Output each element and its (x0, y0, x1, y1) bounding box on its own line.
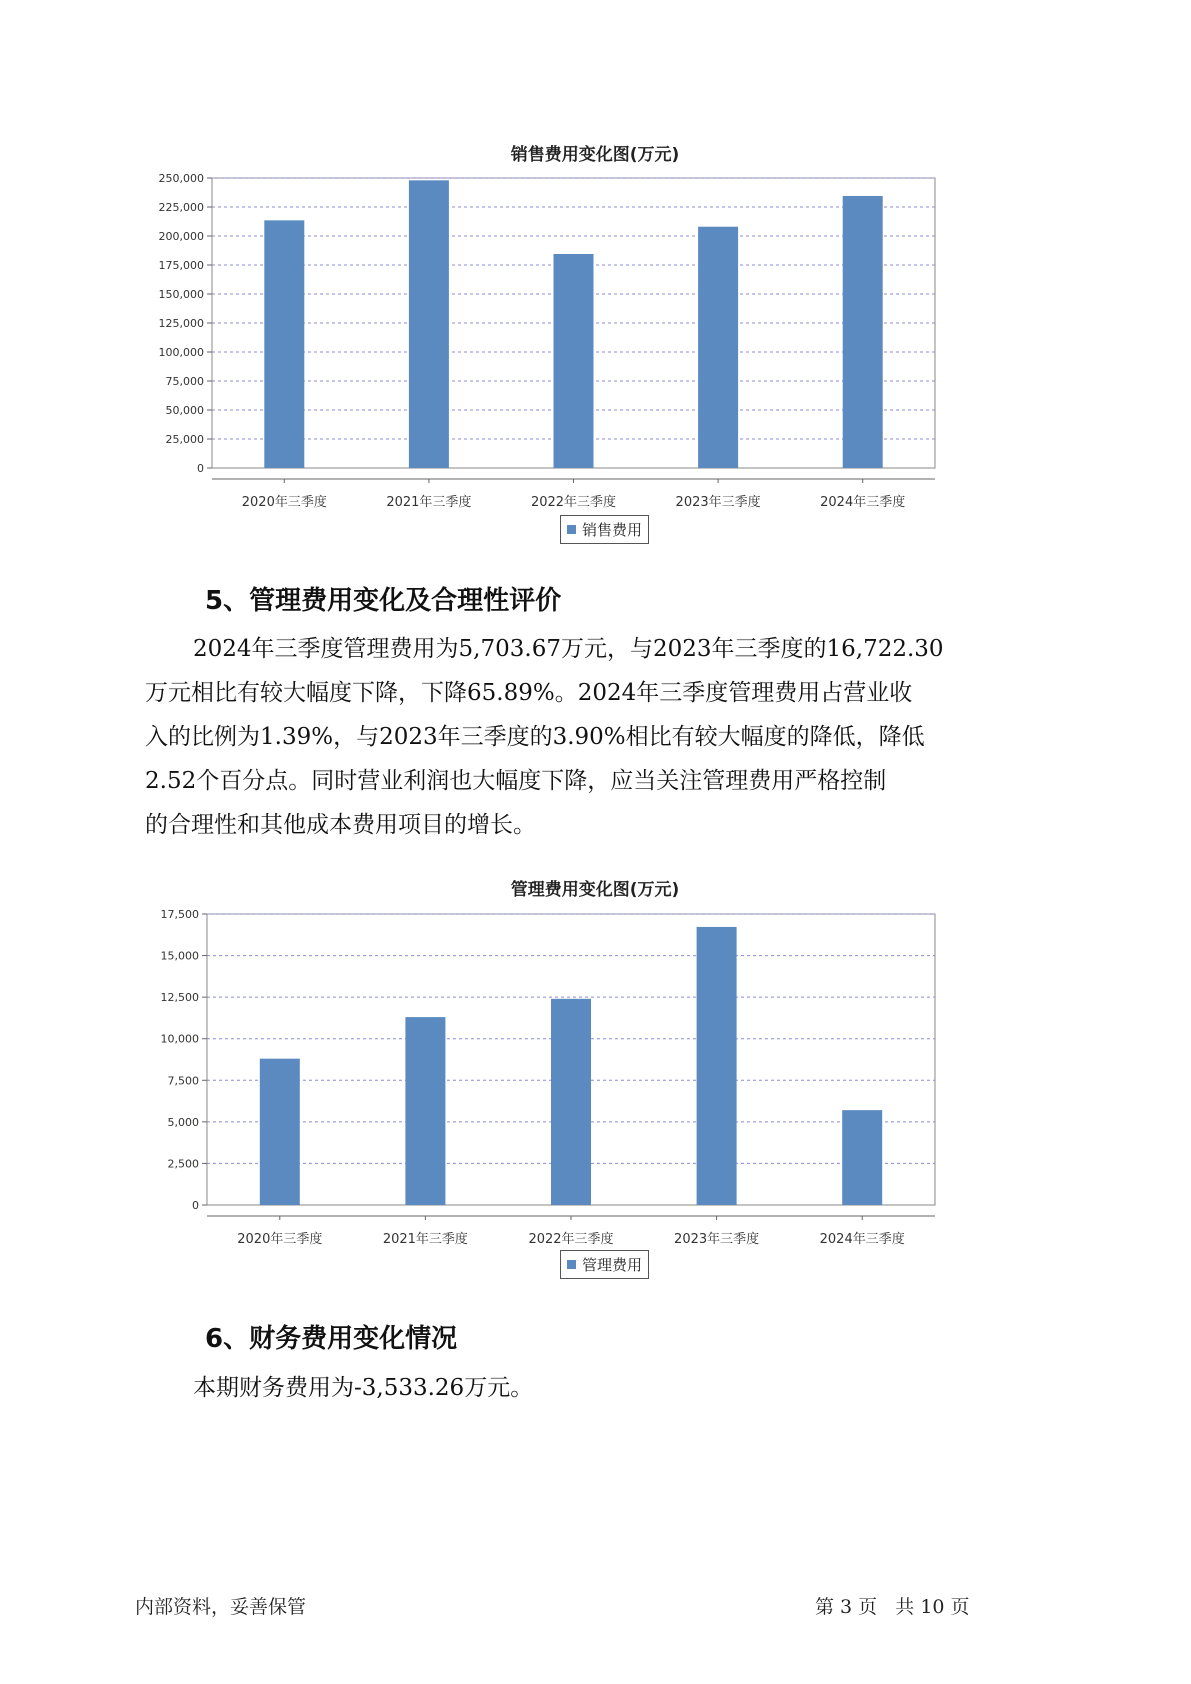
bar (264, 220, 304, 468)
y-tick-label: 17,500 (160, 908, 199, 921)
y-tick-label: 5,000 (167, 1115, 199, 1129)
y-tick-label: 225,000 (158, 201, 204, 214)
sales-expense-plot (150, 140, 1040, 510)
x-tick-label: 2021年三季度 (382, 1232, 468, 1247)
admin-expense-chart (150, 875, 1040, 1295)
y-tick-label: 0 (192, 1199, 199, 1212)
section-6-paragraph (145, 1366, 1065, 1410)
y-tick-label: 250,000 (158, 172, 204, 185)
y-tick-label: 2,500 (167, 1157, 199, 1171)
bar (843, 196, 883, 468)
paragraph-line: 2.52个百分点。同时营业利润也大幅度下降，应当关注管理费用严格控制 (145, 768, 887, 794)
section-5-paragraph (145, 627, 1065, 847)
y-tick-label: 15,000 (160, 949, 199, 963)
section-6-heading: 6、财务费用变化情况 (205, 1324, 458, 1354)
bar (697, 927, 737, 1205)
chart-title: 管理费用变化图(万元) (510, 880, 680, 900)
paragraph-line: 入的比例为1.39%，与2023年三季度的3.90%相比有较大幅度的降低，降低 (145, 724, 925, 750)
legend-label: 销售费用 (582, 521, 643, 539)
bar (409, 180, 449, 468)
y-tick-label: 150,000 (158, 288, 204, 301)
x-tick-label: 2024年三季度 (819, 1232, 905, 1247)
chart-title: 销售费用变化图(万元) (510, 145, 680, 165)
y-tick-label: 0 (197, 462, 204, 475)
bar (554, 254, 594, 468)
section-5-heading: 5、管理费用变化及合理性评价 (205, 586, 562, 616)
bar (260, 1059, 300, 1205)
y-tick-label: 25,000 (165, 433, 204, 446)
footer-page-number: 第 3 页 共 10 页 (815, 1596, 970, 1618)
chart-legend (560, 1250, 649, 1279)
paragraph-line: 2024年三季度管理费用为5,703.67万元，与2023年三季度的16,722.30 (193, 636, 944, 662)
y-tick-label: 125,000 (158, 317, 204, 330)
bar (405, 1017, 445, 1205)
paragraph-line: 本期财务费用为-3,533.26万元。 (193, 1375, 534, 1401)
x-tick-label: 2024年三季度 (820, 495, 906, 510)
x-tick-label: 2020年三季度 (237, 1232, 323, 1247)
y-tick-label: 175,000 (158, 259, 204, 272)
bar (842, 1110, 882, 1205)
footer-left: 内部资料，妥善保管 (135, 1596, 307, 1618)
bar (698, 227, 738, 468)
x-tick-label: 2020年三季度 (241, 495, 327, 510)
admin-expense-plot (150, 875, 1040, 1250)
y-tick-label: 200,000 (158, 230, 204, 243)
y-tick-label: 10,000 (160, 1032, 199, 1046)
y-tick-label: 12,500 (160, 991, 199, 1005)
x-tick-label: 2022年三季度 (530, 495, 617, 510)
legend-label: 管理费用 (582, 1256, 643, 1274)
paragraph-line: 万元相比有较大幅度下降，下降65.89%。2024年三季度管理费用占营业收 (145, 680, 913, 706)
bar (551, 999, 591, 1205)
y-tick-label: 7,500 (167, 1074, 199, 1088)
x-tick-label: 2023年三季度 (674, 1232, 760, 1247)
y-tick-label: 100,000 (158, 346, 204, 359)
x-tick-label: 2023年三季度 (675, 495, 761, 510)
x-tick-label: 2022年三季度 (528, 1232, 614, 1247)
chart-legend (560, 515, 649, 544)
legend-swatch (567, 525, 576, 534)
x-tick-label: 2021年三季度 (386, 495, 472, 510)
y-tick-label: 50,000 (165, 404, 204, 417)
paragraph-line: 的合理性和其他成本费用项目的增长。 (145, 812, 536, 838)
sales-expense-chart (150, 140, 1040, 555)
legend-swatch (567, 1260, 576, 1269)
y-tick-label: 75,000 (165, 375, 204, 388)
